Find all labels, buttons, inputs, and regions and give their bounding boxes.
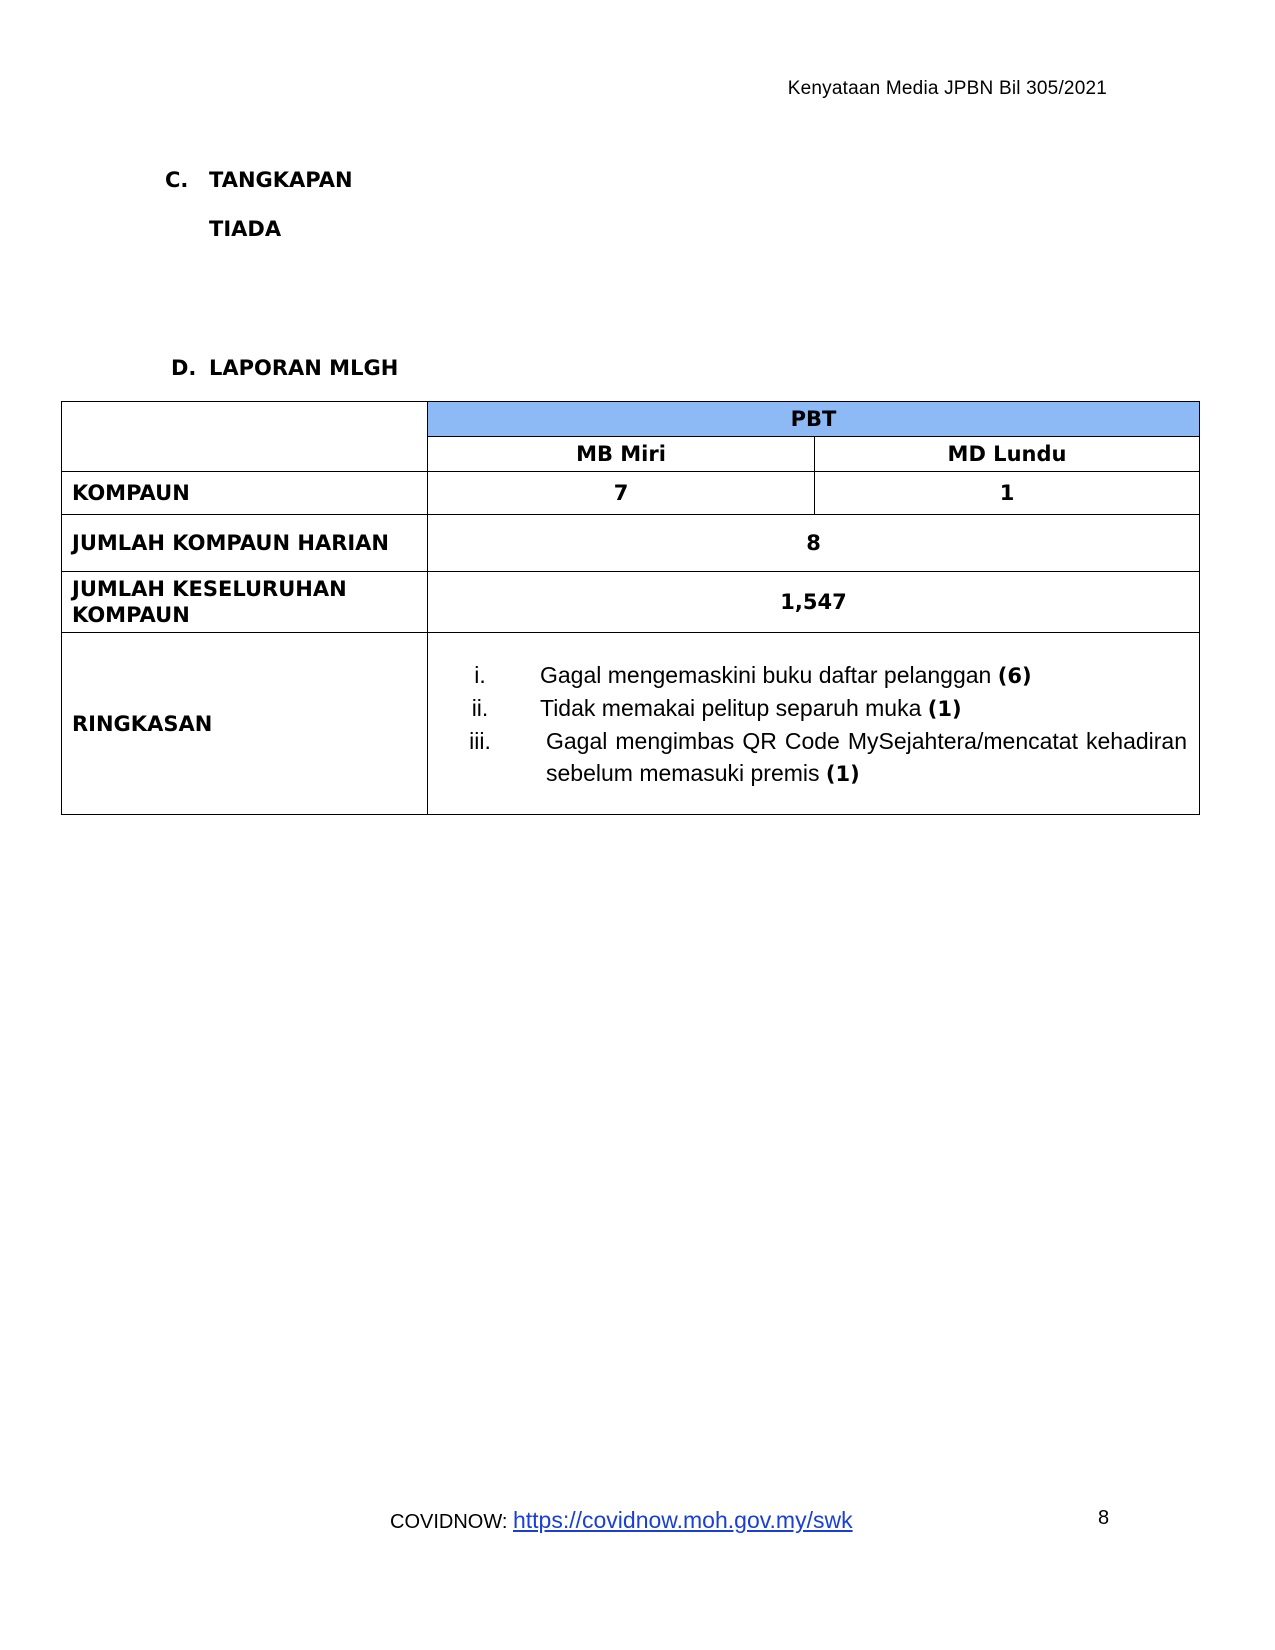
table-row-harian — [62, 515, 1200, 572]
table-row-ringkasan — [62, 633, 1200, 815]
list-item-text-wrap — [508, 725, 1187, 790]
table-row-kompaun — [62, 472, 1200, 515]
row-label-keseluruhan-line2: KOMPAUN — [72, 603, 190, 627]
kompaun-mb-miri: 7 — [428, 472, 815, 515]
section-c-title: TANGKAPAN — [209, 168, 353, 192]
ringkasan-list — [428, 633, 1199, 814]
list-item-number: iii. — [469, 728, 491, 754]
section-c-heading — [165, 168, 353, 192]
page-number: 8 — [1098, 1507, 1110, 1529]
row-label-ringkasan: RINGKASAN — [62, 633, 428, 815]
column-header-md-lundu: MD Lundu — [815, 437, 1200, 472]
list-item-number: i. — [474, 662, 486, 688]
row-label-harian: JUMLAH KOMPAUN HARIAN — [62, 515, 428, 572]
list-item-count: (6) — [997, 664, 1032, 688]
row-label-keseluruhan — [62, 572, 428, 633]
list-item — [452, 725, 1187, 790]
list-item-count: (1) — [927, 697, 962, 721]
row-label-keseluruhan-line1: JUMLAH KESELURUHAN — [72, 576, 347, 601]
kompaun-md-lundu: 1 — [815, 472, 1200, 515]
list-item-text-wrap — [508, 692, 1187, 725]
section-d-letter: D. — [171, 356, 197, 380]
footer-label: COVIDNOW: — [390, 1511, 508, 1533]
empty-corner-cell — [62, 402, 428, 472]
list-item-text: Tidak memakai pelitup separuh muka — [540, 695, 922, 721]
list-item-text-wrap — [508, 659, 1187, 692]
harian-total: 8 — [428, 515, 1200, 572]
section-d-title: LAPORAN MLGH — [209, 356, 399, 380]
header-reference: Kenyataan Media JPBN Bil 305/2021 — [787, 78, 1107, 99]
section-c-body: TIADA — [209, 217, 282, 241]
ringkasan-cell — [428, 633, 1200, 815]
list-item-text: Gagal mengimbas QR Code MySejahtera/mencatat kehadiran sebelum memasuki premis — [546, 728, 1188, 786]
list-item-text: Gagal mengemaskini buku daftar pelanggan — [540, 662, 992, 688]
pbt-group-header: PBT — [428, 402, 1200, 437]
list-item-count: (1) — [825, 762, 860, 786]
section-c-letter: C. — [165, 168, 189, 192]
list-item — [452, 692, 1187, 725]
keseluruhan-total: 1,547 — [428, 572, 1200, 633]
table-header-row — [62, 402, 1200, 437]
mlgh-report-table — [61, 401, 1200, 815]
row-label-kompaun: KOMPAUN — [62, 472, 428, 515]
column-header-mb-miri: MB Miri — [428, 437, 815, 472]
list-item — [452, 659, 1187, 692]
table-row-keseluruhan — [62, 572, 1200, 633]
covidnow-link[interactable]: https://covidnow.moh.gov.my/swk — [512, 1507, 853, 1533]
footer — [390, 1507, 853, 1534]
list-item-number: ii. — [471, 695, 489, 721]
section-d-heading — [171, 356, 398, 380]
